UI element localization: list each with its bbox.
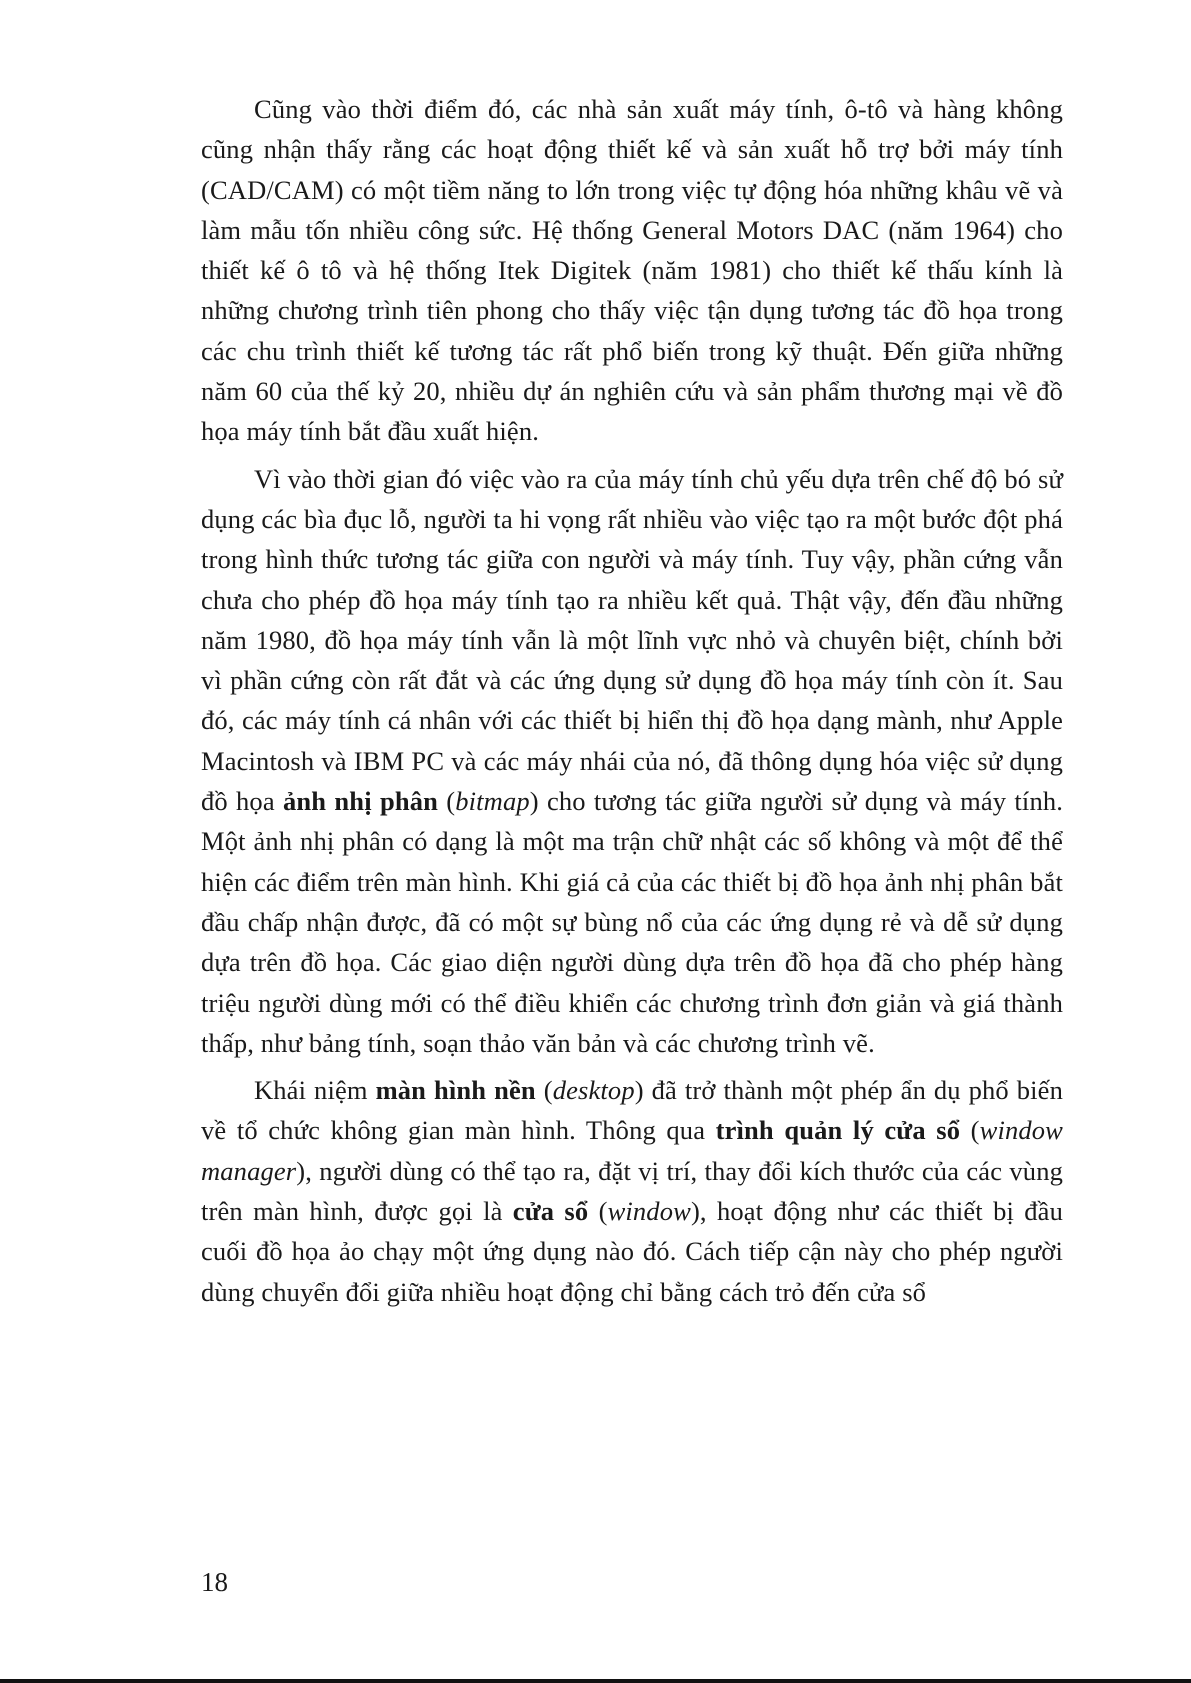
bold-term: cửa sổ xyxy=(512,1196,589,1227)
bold-term: trình quản lý cửa sổ xyxy=(715,1115,961,1146)
body-text xyxy=(201,89,1063,1319)
text-segment: ) cho tương tác giữa người sử dụng và máy tính. Một ảnh nhị phân có dạng là một ma trận chữ nhật các số không và một để thể hiện các điểm trên màn hình. Khi giá cả của các thiết bị đồ họa ảnh nhị phân bắt đầu chấp nhận được, đã có một sự bùng nổ của các ứng dụng rẻ và dễ sử dụng dựa trên đồ họa. Các giao diện người dùng dựa trên đồ họa đã cho phép hàng triệu người dùng mới có thể điều khiển các chương trình đơn giản và giá thành thấp, như bảng tính, soạn thảo văn bản và các chương trình vẽ. xyxy=(201,786,1064,1058)
text-segment: ) đã trở thành một phép ẩn dụ phổ biến về tổ chức không gian màn hình. Thông qua xyxy=(201,1075,1063,1146)
page-number: 18 xyxy=(201,1567,228,1597)
text-segment: ), hoạt động như các thiết bị đầu cuối đồ họa ảo chạy một ứng dụng nào đó. Cách tiếp cận này cho phép người dùng chuyển đổi giữa nhiều hoạt động chỉ bằng cách trỏ đến cửa sổ xyxy=(201,1196,1063,1307)
bottom-border xyxy=(0,1679,1191,1683)
italic-term: desktop xyxy=(552,1075,635,1106)
bold-term: ảnh nhị phân xyxy=(283,786,439,817)
text-segment: ( xyxy=(588,1196,608,1227)
text-segment: Vì vào thời gian đó việc vào ra của máy tính chủ yếu dựa trên chế độ bó sử dụng các bìa đục lỗ, người ta hi vọng rất nhiều vào việc tạo ra một bước đột phá trong hình thức tương tác giữa con người và máy tính. Tuy vậy, phần cứng vẫn chưa cho phép đồ họa máy tính tạo ra nhiều kết quả. Thật vậy, đến đầu những năm 1980, đồ họa máy tính vẫn là một lĩnh vực nhỏ và chuyên biệt, chính bởi vì phần cứng còn rất đắt và các ứng dụng sử dụng đồ họa máy tính còn ít. Sau đó, các máy tính cá nhân với các thiết bị hiển thị đồ họa dạng mành, như Apple Macintosh và IBM PC và các máy nhái của nó, đã thông dụng hóa việc sử dụng đồ họa xyxy=(201,463,1063,817)
italic-term: window manager xyxy=(201,1115,1063,1186)
text-segment: ), người dùng có thể tạo ra, đặt vị trí, thay đổi kích thước của các vùng trên màn hình, được gọi là xyxy=(201,1155,1063,1227)
italic-term: window xyxy=(607,1196,691,1227)
text-segment: ( xyxy=(438,786,456,817)
text-segment: ( xyxy=(535,1075,553,1106)
text-segment: ( xyxy=(960,1115,980,1146)
italic-term: bitmap xyxy=(455,786,530,817)
text-segment: Khái niệm xyxy=(254,1075,376,1106)
paragraph-1 xyxy=(201,89,1063,452)
bold-term: màn hình nền xyxy=(375,1075,536,1106)
paragraph-2 xyxy=(201,459,1063,1063)
paragraph-3 xyxy=(201,1070,1063,1312)
text-segment: Cũng vào thời điểm đó, các nhà sản xuất máy tính, ô-tô và hàng không cũng nhận thấy rằng các hoạt động thiết kế và sản xuất hỗ trợ bởi máy tính (CAD/CAM) có một tiềm năng to lớn trong việc tự động hóa những khâu vẽ và làm mẫu tốn nhiều công sức. Hệ thống General Motors DAC (năm 1964) cho thiết kế ô tô và hệ thống Itek Digitek (năm 1981) cho thiết kế thấu kính là những chương trình tiên phong cho thấy việc tận dụng tương tác đồ họa trong các chu trình thiết kế tương tác rất phổ biến trong kỹ thuật. Đến giữa những năm 60 của thế kỷ 20, nhiều dự án nghiên cứu và sản phẩm thương mại về đồ họa máy tính bắt đầu xuất hiện. xyxy=(201,94,1063,447)
